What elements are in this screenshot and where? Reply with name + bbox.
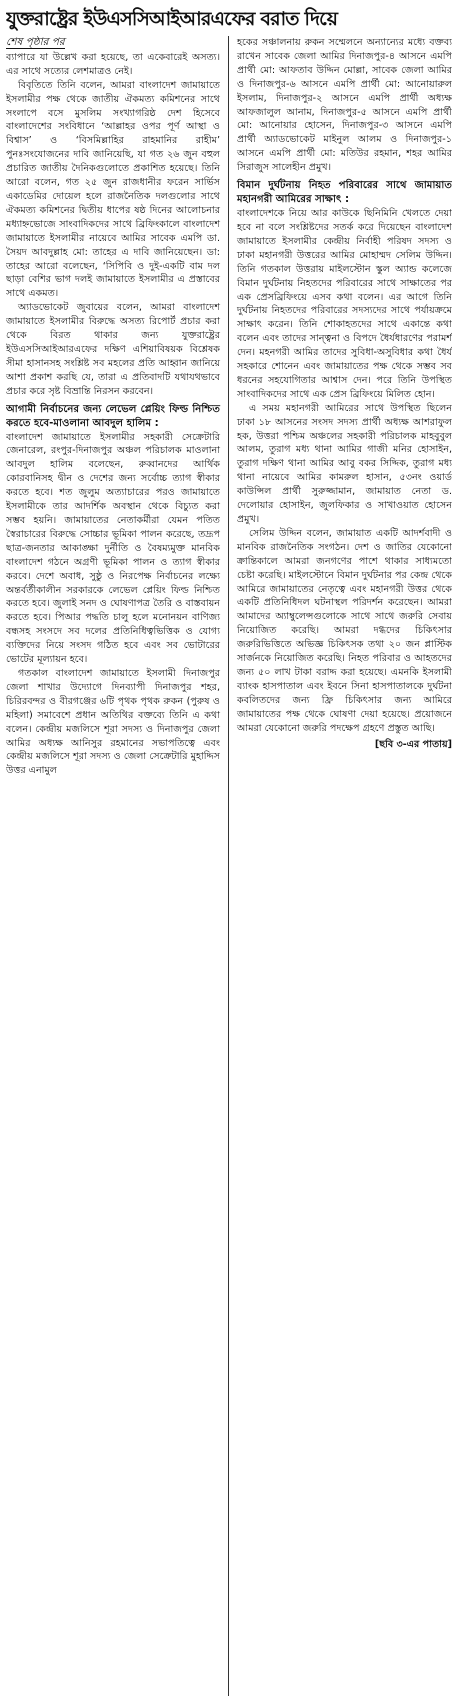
right-paragraph: সেলিম উদ্দিন বলেন, জামায়াত একটি আদর্শবাদী ও মানবিক রাজনৈতিক সংগঠন। দেশ ও জাতির যেকোনো ক্রান্তিকালে আমরা জনগণের পাশে থাকার সাধ্যমতো চেষ্টা করেছি। মাইলস্টোনে বিমান দুর্ঘটনার পর কেন্দ্র থেকে আমিরে জামায়াতের নেতৃত্বে এবং মহানগরী উত্তর থেকে একটি প্রতিনিধিদল ঘটনাস্থল পরিদর্শন করেছেন। আমরা আমাদের অ্যাম্বুলেন্সগুলোকে সাথে সাথে জরুরি সেবায় নিয়োজিত করেছি। আমরা দগ্ধদের চিকিৎসার জরুরিভিত্তিতে অভিজ্ঞ চিকিৎসক তথা ২০ জন প্লাস্টিক সার্জনকে নিয়োজিত করেছি। নিহত পরিবার ও আহতদের জন্য ৫০ লাখ টাকা বরাদ্দ করা হয়েছে। এমনকি ইসলামী ব্যাংক হাসপাতাল এবং ইবনে সিনা হাসপাতালকে দুর্ঘটনা কবলিতদের জন্য ফ্রি চিকিৎসার জন্য আমিরে জামায়াতের পক্ষ থেকে ঘোষণা দেয়া হয়েছে। প্রয়োজনে আমরা যেকোনো জরুরি পদক্ষেপ গ্রহণে প্রস্তুত আছি। [237,527,452,734]
article-headline: যুক্তরাষ্ট্রের ইউএসসিআইআরএফের বরাত দিয়ে [6,8,338,30]
right-subheading: বিমান দুর্ঘটনায় নিহত পরিবারের সাথে জামায়াত মহানগরী আমিরের সাক্ষাৎ : [237,180,452,206]
left-paragraph: বাংলাদেশ জামায়াতে ইসলামীর সহকারী সেক্রেটারি জেনারেল, রংপুর-দিনাজপুর অঞ্চল পরিচালক মাওলানা আবদুল হালিম বলেছেন, রুব্বানদের আর্থিক কোরবানিসহ দ্বীন ও দেশের জন্য সর্বোচ্চ ত্যাগ স্বীকার করতে হবে। শত জুলুম অত্যাচারের পরও জামায়াতে ইসলামীকে তার আদর্শিক অবস্থান থেকে বিচ্যুত করা সম্ভব হয়নি। জামায়াতের নেতাকর্মীরা যেমন পতিত স্বৈরাচারের বিরুদ্ধে সোচ্চার ভূমিকা পালন করেছে, তদ্রূপ ছাত্র-জনতার আকাঙ্ক্ষা দুর্নীতি ও বৈষম্যমুক্ত মানবিক বাংলাদেশ গঠনে অগ্রণী ভূমিকা পালন ও ত্যাগ স্বীকার করবে। দেশে অবাধ, সুষ্ঠু ও নিরপেক্ষ নির্বাচনের লক্ষ্যে অন্তর্বর্তীকালীন সরকারকে লেভেল প্লেয়িং ফিল্ড নিশ্চিত করতে হবে। জুলাই সনদ ও ঘোষণাপত্র তৈরি ও বাস্তবায়ন করতে হবে। পিআর পদ্ধতি চালু হলে মনোনয়ন বাণিজ্য বন্ধসহ সংসদে সব দলের প্রতিনিধিত্বভিত্তিক ও যোগ্য ব্যক্তিদের নিয়ে সংসদ গঠিত হবে এবং সব ভোটারের ভোটের মূল্যায়ন হবে। [6,431,220,666]
left-subheading: আগামী নির্বাচনের জন্য লেভেল প্লেয়িং ফিল্ড নিশ্চিত করতে হবে-মাওলানা আবদুল হালিম : [6,403,220,429]
left-column [6,36,229,1696]
right-paragraph: হকের সঞ্চালনায় রুকন সম্মেলনে অন্যান্যের মধ্যে বক্তব্য রাখেন সাবেক জেলা আমির দিনাজপুর-৪ আসনে এমপি প্রার্থী মো: আফতাব উদ্দিন মোল্লা, সাবেক জেলা আমির ও দিনাজপুর-৬ আসনে এমপি প্রার্থী মো: আনোয়ারুল ইসলাম, দিনাজপুর-২ আসনে এমপি প্রার্থী অধ্যক্ষ আফজালুল আনাম, দিনাজপুর-৫ আসনে এমপি প্রার্থী মো: আনোয়ার হোসেন, দিনাজপুর-৩ আসনে এমপি প্রার্থী অ্যাডভোকেট মাইনুল আলম ও দিনাজপুর-১ আসনে এমপি প্রার্থী মো: মতিউর রহমান, শহর আমির সিরাজুস সালেহীন প্রমুখ। [237,37,452,174]
right-paragraph: এ সময় মহানগরী আমিরের সাথে উপস্থিত ছিলেন ঢাকা ১৮ আসনের সংসদ সদস্য প্রার্থী অধ্যক্ষ আশরাফুল হক, উত্তরা পশ্চিম অঞ্চলের সহকারী পরিচালক মাহবুবুল আলম, তুরাগ মধ্য থানা আমির গাজী মনির হোসাইন, তুরাগ দক্ষিণ থানা আমির আবু বকর সিদ্দিক, তুরাগ মধ্য থানা নায়েবে আমির কামরুল হাসান, ৫৩নং ওয়ার্ড কাউন্সিল প্রার্থী সুরুজ্জামান, জামায়াত নেতা ড. দেলোয়ার হোসাইন, জুলফিকার ও সাখাওয়াত হোসেন প্রমুখ। [237,402,452,525]
article-columns [6,36,456,1696]
right-column [229,36,452,1696]
left-paragraph: গতকাল বাংলাদেশ জামায়াতে ইসলামী দিনাজপুর জেলা শাখার উদ্যোগে দিনব্যাপী দিনাজপুর শহর, চিরিরবন্দর ও বীরগঞ্জের ৬টি পৃথক পৃথক রুকন (পুরুষ ও মহিলা) সমাবেশে প্রধান অতিথির বক্তব্যে তিনি এ কথা বলেন। কেন্দ্রীয় মজলিসে শূরা সদস্য ও দিনাজপুর জেলা আমির অধ্যক্ষ আনিসুর রহমানের সভাপতিত্বে এবং কেন্দ্রীয় মজলিসে শূরা সদস্য ও জেলা সেক্রেটারি মুহাদ্দিস উত্তর এনামুল [6,667,220,777]
left-paragraph: অ্যাডভোকেট জুবায়ের বলেন, আমরা বাংলাদেশ জামায়াতে ইসলামীর বিরুদ্ধে অসত্য রিপোর্ট প্রচার করা থেকে বিরত থাকার জন্য যুক্তরাষ্ট্রের ইউএসসিআইআরএফের দক্ষিণ এশিয়াবিষয়ক বিশ্লেষক সীমা হাসানসহ সংশ্লিষ্ট সব মহলের প্রতি আহ্বান জানিয়ে আশা প্রকাশ করছি যে, তারা এ প্রতিবাদটি যথাযথভাবে প্রচার করে সৃষ্ট বিভ্রান্তি নিরসন করবেন। [6,302,220,397]
continued-on-label: [ছবি ৩-এর পাতায়] [374,738,452,750]
left-paragraph: বিবৃতিতে তিনি বলেন, আমরা বাংলাদেশ জামায়াতে ইসলামীর পক্ষ থেকে জাতীয় ঐকমত্য কমিশনের সাথে সংলাপে বসে মুসলিম সংখ্যাগরিষ্ঠ দেশ হিসেবে বাংলাদেশের সংবিধানে ‘আল্লাহর ওপর পূর্ণ আস্থা ও বিশ্বাস’ ও ‘বিসমিল্লাহির রাহমানির রাহীম’ পুনঃসংযোজনের দাবি জানিয়েছি, যা গত ২৬ জুন বহুল প্রচারিত জাতীয় দৈনিকগুলোতে প্রকাশিত হয়েছে। তিনি আরো বলেন, গত ২৫ জুন রাজধানীর ফরেন সার্ভিস একাডেমির দোয়েল হলে রাজনৈতিক দলগুলোর সাথে ঐকমত্য কমিশনের দ্বিতীয় ধাপের ষষ্ঠ দিনের আলোচনার মধ্যাহ্নভোজে সাংবাদিকদের সাথে ব্রিফিংকালে বাংলাদেশ জামায়াতে ইসলামীর নায়েবে আমির সাবেক এমপি ডা. সৈয়দ আবদুল্লাহ মো: তাহের এ দাবি জানিয়েছেন। ডা: তাহের আরো বলেছেন, ‘সিপিবি ও দুই-একটি বাম দল ছাড়া বেশির ভাগ দলই জামায়াতে ইসলামীর এ প্রস্তাবের সাথে একমত। [6,79,220,300]
right-paragraph: বাংলাদেশকে নিয়ে আর কাউকে ছিনিমিনি খেলতে দেয়া হবে না বলে সংশ্লিষ্টদের সতর্ক করে দিয়েছেন বাংলাদেশ জামায়াতে ইসলামীর কেন্দ্রীয় নির্বাহী পরিষদ সদস্য ও ঢাকা মহানগরী উত্তরের আমির মোহাম্মদ সেলিম উদ্দিন। তিনি গতকাল উত্তরায় মাইলস্টোন স্কুল অ্যান্ড কলেজে বিমান দুর্ঘটনায় নিহতদের পরিবারের সাথে সাক্ষাতের পর এক প্রেসব্রিফিংয়ে এসব কথা বলেন। এর আগে তিনি দুর্ঘটনায় নিহতদের পরিবারের সদস্যদের সাথে পর্যায়ক্রমে সাক্ষাৎ করেন। তিনি শোকাহতদের সাথে একান্তে কথা বলেন এবং তাদের সান্ত্বনা ও বিপদে ধৈর্যধারণের পরামর্শ দেন। মহনগরী আমির তাদের সুবিধা-অসুবিধার কথা ধৈর্য সহকারে শোনেন এবং জামায়াতের পক্ষ থেকে সম্ভব সব ধরনের সহযোগিতার আশ্বাস দেন। পরে তিনি উপস্থিত সাংবাদিকদের সাথে এক প্রেস ব্রিফিংয়ে মিলিত হোন। [237,208,452,400]
kicker-text: শেষ পৃষ্ঠার পর [6,36,65,48]
left-paragraph: ব্যাপারে যা উল্লেখ করা হয়েছে, তা একেবারেই অসত্য। এর সাথে সত্যের লেশমাত্রও নেই। [6,51,220,77]
continued-from-label [6,36,220,50]
